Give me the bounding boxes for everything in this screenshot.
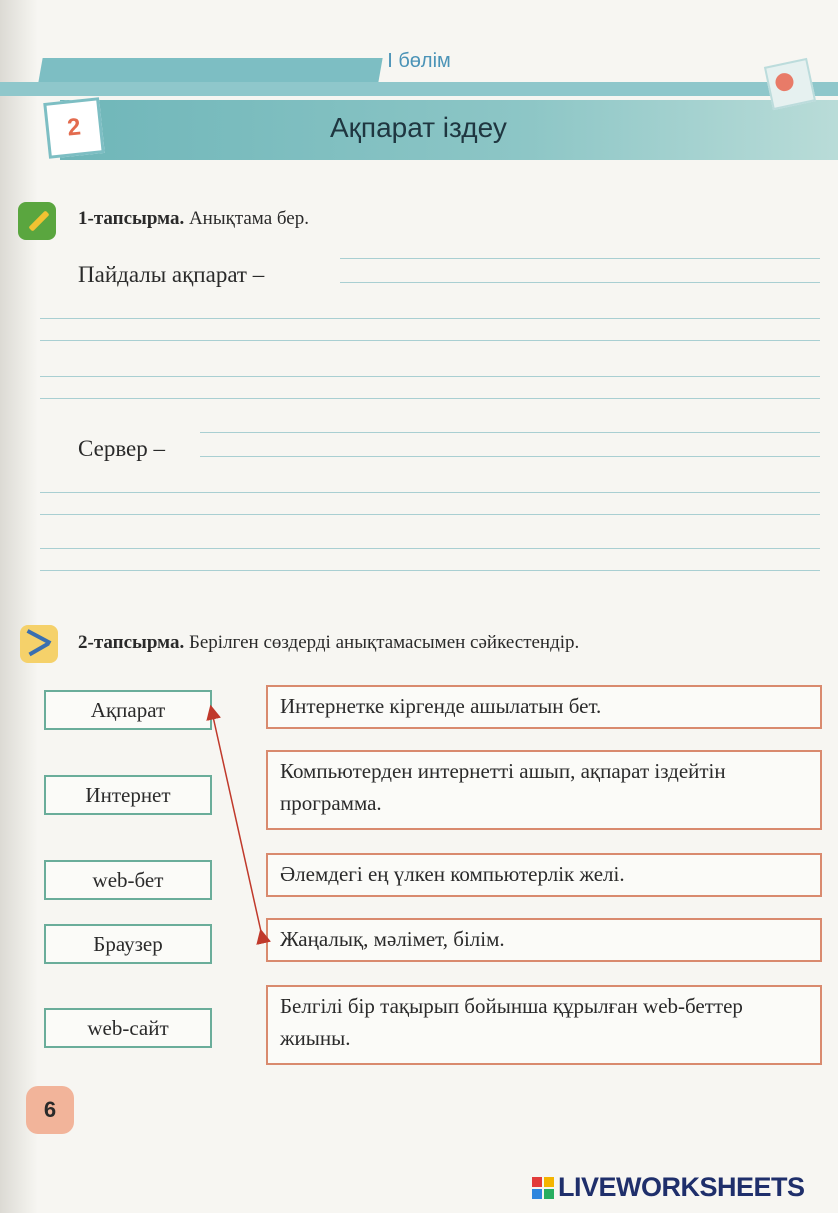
watermark-logo xyxy=(532,1172,805,1203)
task1-instruction: Анықтама бер. xyxy=(188,208,309,229)
definition-box[interactable]: Компьютерден интернетті ашып, ақпарат іздейтін программа. xyxy=(266,750,822,830)
liveworksheets-logo-icon xyxy=(532,1177,554,1199)
term-box-website[interactable]: web-сайт xyxy=(44,1008,212,1048)
term-box-information[interactable]: Ақпарат xyxy=(44,690,212,730)
watermark-text: LIVEWORKSHEETS xyxy=(558,1172,805,1202)
definition-box[interactable]: Әлемдегі ең үлкен компьютерлік желі. xyxy=(266,853,822,897)
definition-box[interactable]: Интернетке кіргенде ашылатын бет. xyxy=(266,685,822,729)
term-server-label: Сервер – xyxy=(78,436,166,461)
definition-box[interactable]: Жаңалық, мәлімет, білім. xyxy=(266,918,822,962)
task2-instruction: Берілген сөздерді анықтамасымен сәйкестендір. xyxy=(188,632,580,653)
definition-box[interactable]: Белгілі бір тақырып бойынша құрылған web-беттер жиыны. xyxy=(266,985,822,1065)
task1-number: 1-тапсырма. xyxy=(78,208,185,229)
task2-number: 2-тапсырма. xyxy=(78,632,185,653)
part-label: І бөлім xyxy=(387,50,451,72)
page-number: 6 xyxy=(26,1086,74,1134)
term-box-internet[interactable]: Интернет xyxy=(44,775,212,815)
term-useful-information-label: Пайдалы ақпарат – xyxy=(78,262,265,287)
term-box-web-page[interactable]: web-бет xyxy=(44,860,212,900)
term-box-browser[interactable]: Браузер xyxy=(44,924,212,964)
lesson-number-badge: 2 xyxy=(43,97,105,159)
page-title: Ақпарат іздеу xyxy=(330,112,507,143)
